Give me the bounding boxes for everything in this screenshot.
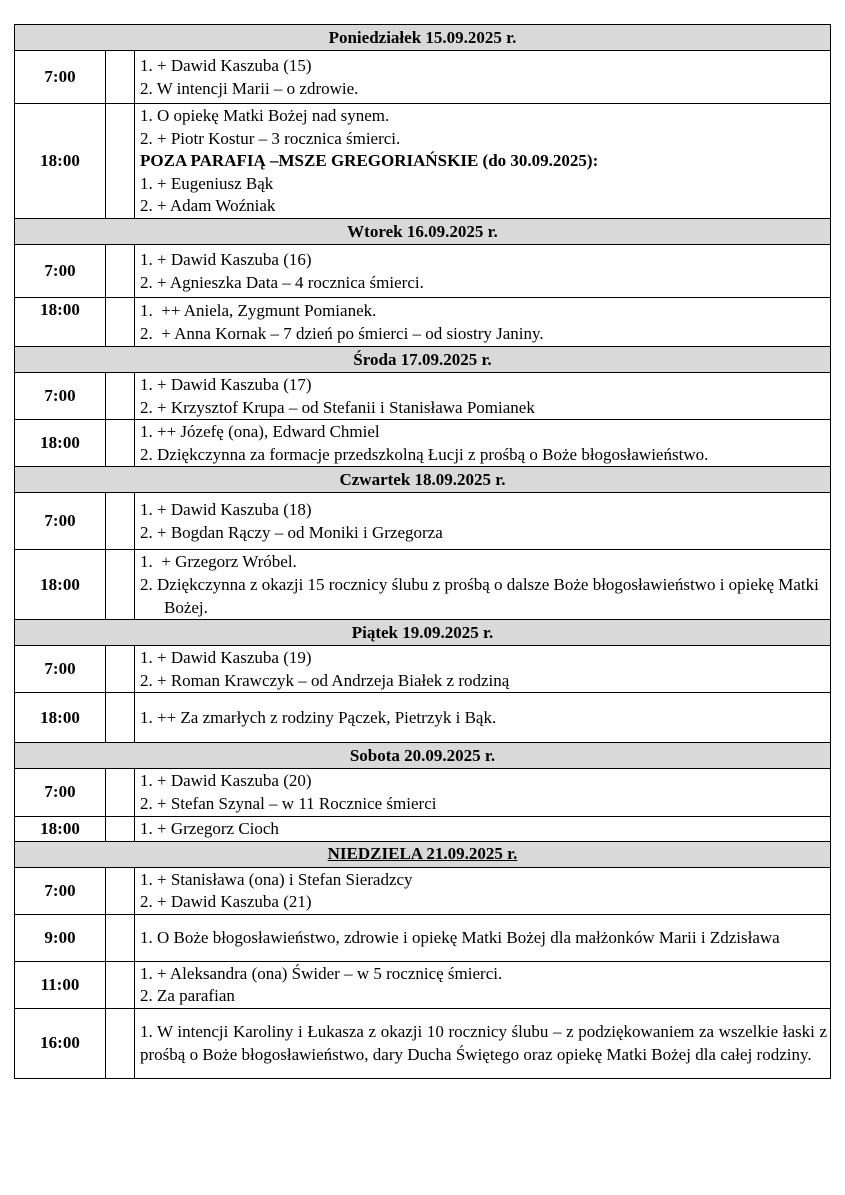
intention-line: 1. W intencji Karoliny i Łukasza z okazji 10 rocznicy ślubu – z podziękowaniem za wszelkie łaski z prośbą o Boże błogosławieństwo, dary Ducha Świętego oraz opiekę Matki Bożej dla całej rodziny. — [140, 1022, 827, 1064]
mass-row — [15, 961, 831, 1008]
intention-line: 1. + Dawid Kaszuba (15) — [140, 55, 312, 75]
mass-row — [15, 298, 831, 347]
mass-time: 18:00 — [15, 298, 106, 347]
mass-intentions — [135, 298, 831, 347]
intention-line: 1. ++ Aniela, Zygmunt Pomianek. — [140, 300, 377, 320]
day-header-row — [15, 219, 831, 245]
mass-row — [15, 245, 831, 298]
empty-cell — [106, 493, 135, 550]
mass-intentions — [135, 1008, 831, 1078]
mass-row — [15, 646, 831, 693]
mass-time: 16:00 — [15, 1008, 106, 1078]
intention-line: 1. + Eugeniusz Bąk — [140, 173, 274, 193]
intention-line: 2. Dziękczynna z okazji 15 rocznicy ślubu z prośbą o dalsze Boże błogosławieństwo i opiekę Matki Bożej. — [140, 574, 819, 617]
day-header: Czwartek 18.09.2025 r. — [15, 467, 831, 493]
mass-intentions-table — [14, 24, 831, 1079]
mass-intentions — [135, 646, 831, 693]
intention-line: 2. + Bogdan Rączy – od Moniki i Grzegorza — [140, 522, 443, 542]
day-header-row — [15, 743, 831, 769]
empty-cell — [106, 769, 135, 816]
day-header: Środa 17.09.2025 r. — [15, 347, 831, 373]
day-header — [15, 841, 831, 867]
mass-row — [15, 550, 831, 620]
day-header-row — [15, 25, 831, 51]
day-header-row — [15, 467, 831, 493]
day-header: Wtorek 16.09.2025 r. — [15, 219, 831, 245]
gregorian-masses-heading: POZA PARAFIĄ –MSZE GREGORIAŃSKIE (do 30.09.2025): — [140, 151, 599, 171]
mass-row — [15, 51, 831, 104]
intention-line: 2. + Adam Woźniak — [140, 196, 276, 216]
mass-intentions — [135, 51, 831, 104]
mass-time: 18:00 — [15, 693, 106, 743]
mass-time: 18:00 — [15, 816, 106, 841]
day-header-row — [15, 347, 831, 373]
empty-cell — [106, 961, 135, 1008]
intention-line: 1. + Dawid Kaszuba (19) — [140, 648, 312, 668]
mass-intentions — [135, 867, 831, 914]
mass-intentions — [135, 816, 831, 841]
intention-line: 1. + Dawid Kaszuba (18) — [140, 500, 312, 520]
day-header: Sobota 20.09.2025 r. — [15, 743, 831, 769]
mass-row — [15, 816, 831, 841]
mass-time: 7:00 — [15, 493, 106, 550]
mass-row — [15, 769, 831, 816]
mass-intentions — [135, 245, 831, 298]
intention-line: 1. ++ Za zmarłych z rodziny Pączek, Pietrzyk i Bąk. — [140, 708, 497, 728]
mass-time: 18:00 — [15, 550, 106, 620]
mass-time: 7:00 — [15, 867, 106, 914]
mass-row — [15, 693, 831, 743]
empty-cell — [106, 420, 135, 467]
day-header: Poniedziałek 15.09.2025 r. — [15, 25, 831, 51]
mass-intentions — [135, 961, 831, 1008]
mass-time: 7:00 — [15, 373, 106, 420]
mass-row — [15, 373, 831, 420]
intention-line: 1. + Stanisława (ona) i Stefan Sieradzcy — [140, 869, 413, 889]
intention-line: 1. + Dawid Kaszuba (16) — [140, 249, 312, 269]
intention-line: 1. + Aleksandra (ona) Świder – w 5 rocznicę śmierci. — [140, 963, 503, 983]
empty-cell — [106, 550, 135, 620]
intention-line: 1. + Grzegorz Wróbel. — [140, 552, 297, 572]
mass-time: 7:00 — [15, 769, 106, 816]
mass-time: 9:00 — [15, 914, 106, 961]
mass-intentions — [135, 769, 831, 816]
mass-intentions — [135, 550, 831, 620]
empty-cell — [106, 104, 135, 219]
mass-time: 7:00 — [15, 646, 106, 693]
day-header-row — [15, 620, 831, 646]
day-header: Piątek 19.09.2025 r. — [15, 620, 831, 646]
mass-intentions — [135, 493, 831, 550]
intention-line: 2. + Agnieszka Data – 4 rocznica śmierci. — [140, 272, 424, 292]
sunday-title: NIEDZIELA 21.09.2025 r. — [327, 844, 518, 864]
intention-line: 2. Za parafian — [140, 986, 235, 1006]
day-header-row — [15, 841, 831, 867]
mass-time: 18:00 — [15, 104, 106, 219]
empty-cell — [106, 867, 135, 914]
mass-intentions — [135, 693, 831, 743]
intention-line: 2. W intencji Marii – o zdrowie. — [140, 78, 359, 98]
mass-row — [15, 493, 831, 550]
empty-cell — [106, 693, 135, 743]
mass-row — [15, 914, 831, 961]
empty-cell — [106, 51, 135, 104]
intention-line: 2. + Piotr Kostur – 3 rocznica śmierci. — [140, 128, 401, 148]
intention-line: 2. + Anna Kornak – 7 dzień po śmierci – od siostry Janiny. — [140, 323, 544, 343]
empty-cell — [106, 298, 135, 347]
intention-line: 2. + Krzysztof Krupa – od Stefanii i Stanisława Pomianek — [140, 397, 535, 417]
intention-line: 2. + Roman Krawczyk – od Andrzeja Białek z rodziną — [140, 670, 510, 690]
mass-time: 7:00 — [15, 51, 106, 104]
mass-row — [15, 867, 831, 914]
intention-line: 2. Dziękczynna za formacje przedszkolną Łucji z prośbą o Boże błogosławieństwo. — [140, 444, 709, 464]
intention-line: 2. + Stefan Szynal – w 11 Rocznice śmierci — [140, 793, 437, 813]
empty-cell — [106, 1008, 135, 1078]
intention-line: 2. + Dawid Kaszuba (21) — [140, 892, 312, 912]
intention-line: 1. ++ Józefę (ona), Edward Chmiel — [140, 422, 380, 442]
mass-time: 11:00 — [15, 961, 106, 1008]
intention-line: 1. + Dawid Kaszuba (17) — [140, 375, 312, 394]
empty-cell — [106, 373, 135, 420]
empty-cell — [106, 245, 135, 298]
empty-cell — [106, 816, 135, 841]
empty-cell — [106, 646, 135, 693]
mass-row — [15, 420, 831, 467]
mass-row — [15, 104, 831, 219]
mass-intentions — [135, 373, 831, 420]
mass-intentions — [135, 104, 831, 219]
intention-line: 1. + Dawid Kaszuba (20) — [140, 771, 312, 791]
mass-time: 18:00 — [15, 420, 106, 467]
intention-line: 1. + Grzegorz Cioch — [140, 818, 279, 838]
intention-line: 1. O Boże błogosławieństwo, zdrowie i opiekę Matki Bożej dla małżonków Marii i Zdzisława — [140, 927, 780, 947]
mass-time: 7:00 — [15, 245, 106, 298]
intention-line: 1. O opiekę Matki Bożej nad synem. — [140, 106, 390, 126]
mass-intentions — [135, 420, 831, 467]
empty-cell — [106, 914, 135, 961]
mass-intentions — [135, 914, 831, 961]
mass-row — [15, 1008, 831, 1078]
